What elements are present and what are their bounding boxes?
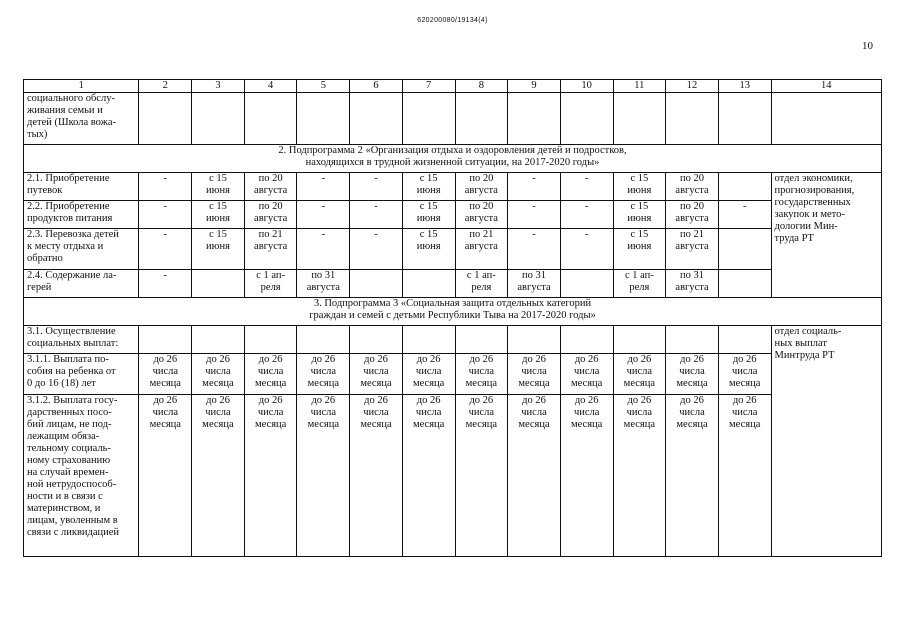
- table-cell: по 31 августа: [297, 270, 350, 298]
- table-cell: до 26 числа месяца: [192, 354, 245, 395]
- table-cell: [402, 270, 455, 298]
- table-cell: -: [139, 229, 192, 270]
- table-cell: [613, 326, 666, 354]
- table-cell: [508, 326, 561, 354]
- table-cell: по 31 августа: [508, 270, 561, 298]
- table-cell: с 15 июня: [192, 229, 245, 270]
- table-cell: -: [508, 201, 561, 229]
- table-row: [24, 93, 882, 145]
- table-row: [24, 201, 882, 229]
- table-cell: 10: [560, 80, 613, 93]
- table-cell: [718, 173, 771, 201]
- table-cell: по 20 августа: [666, 201, 719, 229]
- table-cell: с 15 июня: [192, 201, 245, 229]
- table-cell: до 26 числа месяца: [402, 395, 455, 557]
- table-cell: 2.3. Перевозка детей к месту отдыха и обратно: [24, 229, 139, 270]
- table-cell: [402, 326, 455, 354]
- table-cell: с 15 июня: [613, 173, 666, 201]
- table-cell: социального обслу- живания семьи и детей (Школа вожа- тых): [24, 93, 139, 145]
- table-cell: 9: [508, 80, 561, 93]
- table-row: [24, 326, 882, 354]
- table-cell: [455, 93, 508, 145]
- table-cell: 1: [24, 80, 139, 93]
- table-cell: с 1 ап- реля: [455, 270, 508, 298]
- table-cell: до 26 числа месяца: [350, 354, 403, 395]
- table-cell: [297, 93, 350, 145]
- table-cell: [666, 326, 719, 354]
- document-number: 620200080/19134(4): [417, 17, 488, 24]
- table-cell: -: [297, 201, 350, 229]
- table-cell: до 26 числа месяца: [455, 395, 508, 557]
- table-cell: отдел экономики, прогнозирования, государственных закупок и мето- дологии Мин- труда РТ: [771, 173, 881, 298]
- table-cell: до 26 числа месяца: [666, 395, 719, 557]
- table-cell: до 26 числа месяца: [613, 354, 666, 395]
- schedule-table: [23, 79, 882, 557]
- table-cell: [350, 270, 403, 298]
- table-cell: 2: [139, 80, 192, 93]
- table-cell: до 26 числа месяца: [297, 354, 350, 395]
- table-cell: до 26 числа месяца: [560, 395, 613, 557]
- table-cell: 7: [402, 80, 455, 93]
- table-cell: с 1 ап- реля: [613, 270, 666, 298]
- table-cell: 2. Подпрограмма 2 «Организация отдыха и оздоровления детей и подростков, находящихся в трудной жизненной ситуации, на 2017-2020 годы»: [24, 145, 882, 173]
- table-cell: [560, 270, 613, 298]
- table-cell: [350, 93, 403, 145]
- table-cell: -: [350, 229, 403, 270]
- table-cell: [666, 93, 719, 145]
- table-cell: [192, 326, 245, 354]
- table-cell: с 15 июня: [402, 201, 455, 229]
- table-cell: [192, 270, 245, 298]
- table-cell: [139, 93, 192, 145]
- table-cell: [244, 326, 297, 354]
- table-cell: [560, 326, 613, 354]
- table-cell: -: [560, 229, 613, 270]
- table-cell: по 31 августа: [666, 270, 719, 298]
- table-cell: 3.1.2. Выплата госу- дарственных посо- бий лицам, не под- лежащим обяза- тельному социаль- ному страхованию на случай времен- ной нетрудоспособ- ности и в связи с материнством, и лицам, уволенным в связи с ликвидацией: [24, 395, 139, 557]
- table-cell: с 15 июня: [192, 173, 245, 201]
- section-row: [24, 145, 882, 173]
- table-cell: с 15 июня: [402, 173, 455, 201]
- table-cell: 2.2. Приобретение продуктов питания: [24, 201, 139, 229]
- table-cell: 13: [718, 80, 771, 93]
- table-cell: по 20 августа: [244, 201, 297, 229]
- table-cell: по 21 августа: [666, 229, 719, 270]
- table-cell: до 26 числа месяца: [718, 395, 771, 557]
- table-cell: по 21 августа: [455, 229, 508, 270]
- table-cell: по 20 августа: [455, 173, 508, 201]
- table-cell: [613, 93, 666, 145]
- table-cell: [350, 326, 403, 354]
- table-cell: -: [139, 201, 192, 229]
- table-cell: [560, 93, 613, 145]
- table-cell: -: [350, 173, 403, 201]
- table-cell: до 26 числа месяца: [244, 395, 297, 557]
- table-cell: 5: [297, 80, 350, 93]
- table-cell: до 26 числа месяца: [508, 395, 561, 557]
- table-cell: 12: [666, 80, 719, 93]
- table-cell: -: [718, 201, 771, 229]
- table-cell: до 26 числа месяца: [402, 354, 455, 395]
- header-row: [24, 80, 882, 93]
- table-cell: -: [139, 173, 192, 201]
- page-number: 10: [862, 40, 873, 52]
- table-cell: 4: [244, 80, 297, 93]
- table-cell: с 15 июня: [402, 229, 455, 270]
- table-row: [24, 395, 882, 557]
- table-cell: с 15 июня: [613, 229, 666, 270]
- table-cell: -: [508, 229, 561, 270]
- table-cell: до 26 числа месяца: [297, 395, 350, 557]
- table-cell: 3.1.1. Выплата по- собия на ребенка от 0 до 16 (18) лет: [24, 354, 139, 395]
- table-cell: по 21 августа: [244, 229, 297, 270]
- table-cell: [718, 270, 771, 298]
- table-cell: 11: [613, 80, 666, 93]
- table-cell: -: [508, 173, 561, 201]
- table-cell: [718, 229, 771, 270]
- table-cell: 3.1. Осуществление социальных выплат:: [24, 326, 139, 354]
- table-row: [24, 229, 882, 270]
- table-cell: 3. Подпрограмма 3 «Социальная защита отдельных категорий граждан и семей с детьми Республики Тыва на 2017-2020 годы»: [24, 298, 882, 326]
- table-cell: [718, 326, 771, 354]
- table-cell: отдел социаль- ных выплат Минтруда РТ: [771, 326, 881, 557]
- table-cell: с 1 ап- реля: [244, 270, 297, 298]
- table-row: [24, 173, 882, 201]
- table-cell: 2.1. Приобретение путевок: [24, 173, 139, 201]
- table-cell: по 20 августа: [666, 173, 719, 201]
- table-cell: до 26 числа месяца: [508, 354, 561, 395]
- table-cell: [402, 93, 455, 145]
- table-cell: [508, 93, 561, 145]
- table-cell: по 20 августа: [244, 173, 297, 201]
- table-cell: до 26 числа месяца: [718, 354, 771, 395]
- table-cell: [244, 93, 297, 145]
- table-cell: 3: [192, 80, 245, 93]
- table-cell: до 26 числа месяца: [139, 354, 192, 395]
- table-cell: [455, 326, 508, 354]
- table-cell: до 26 числа месяца: [666, 354, 719, 395]
- table-row: [24, 354, 882, 395]
- table-row: [24, 270, 882, 298]
- table-cell: до 26 числа месяца: [560, 354, 613, 395]
- table-cell: до 26 числа месяца: [613, 395, 666, 557]
- table-cell: 6: [350, 80, 403, 93]
- table-cell: 8: [455, 80, 508, 93]
- table-cell: с 15 июня: [613, 201, 666, 229]
- table-cell: [297, 326, 350, 354]
- table-cell: до 26 числа месяца: [139, 395, 192, 557]
- table-cell: [192, 93, 245, 145]
- table-cell: -: [350, 201, 403, 229]
- table-cell: [139, 326, 192, 354]
- table-cell: -: [560, 173, 613, 201]
- table-cell: -: [560, 201, 613, 229]
- table-cell: до 26 числа месяца: [244, 354, 297, 395]
- table-cell: до 26 числа месяца: [350, 395, 403, 557]
- table-cell: 2.4. Содержание ла- герей: [24, 270, 139, 298]
- table-cell: [718, 93, 771, 145]
- table-cell: -: [297, 229, 350, 270]
- table-cell: до 26 числа месяца: [455, 354, 508, 395]
- section-row: [24, 298, 882, 326]
- table-cell: -: [139, 270, 192, 298]
- table-cell: [771, 93, 881, 145]
- table-cell: до 26 числа месяца: [192, 395, 245, 557]
- table-cell: 14: [771, 80, 881, 93]
- table-cell: -: [297, 173, 350, 201]
- table-cell: по 20 августа: [455, 201, 508, 229]
